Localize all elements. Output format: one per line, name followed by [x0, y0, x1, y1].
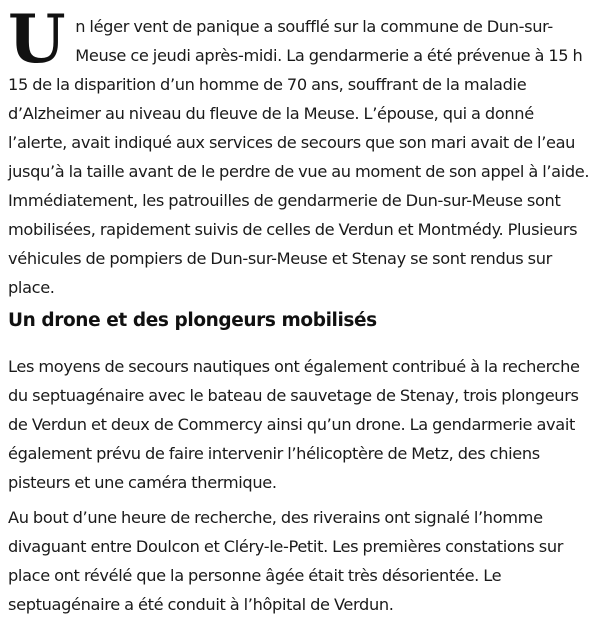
article-paragraph	[8, 0, 592, 302]
article-paragraph: Au bout d’une heure de recherche, des riverains ont signalé l’homme divaguant entre Doulcon et Cléry-le-Petit. Les premières constations sur place ont révélé que la personne âgée était très désorientée. Le septuagénaire a été conduit à l’hôpital de Verdun.	[8, 508, 564, 614]
article-paragraph: Les moyens de secours nautiques ont également contribué à la recherche du septuagénaire avec le bateau de sauvetage de Stenay, trois plongeurs de Verdun et deux de Commercy ainsi qu’un drone. La gendarmerie avait également prévu de faire intervenir l’hélicoptère de Metz, des chiens pisteurs et une caméra thermique.	[8, 357, 580, 492]
section-heading: Un drone et des plongeurs mobilisés	[8, 310, 377, 331]
drop-cap: U	[8, 0, 66, 78]
paragraph-text: n léger vent de panique a soufflé sur la commune de Dun-sur-Meuse ce jeudi après-midi. La gendarmerie a été prévenue à 15 h 15 de la disparition d’un homme de 70 ans, souffrant de la maladie d’Alzheimer au niveau du fleuve de la Meuse. L’épouse, qui a donné l’alerte, avait indiqué aux services de secours que son mari avait de l’eau jusqu’à la taille avant de le perdre de vue au moment de son appel à l’aide. Immédiatement, les patrouilles de gendarmerie de Dun-sur-Meuse sont mobilisées, rapidement suivis de celles de Verdun et Montmédy. Plusieurs véhicules de pompiers de Dun-sur-Meuse et Stenay se sont rendus sur place.	[8, 17, 590, 297]
